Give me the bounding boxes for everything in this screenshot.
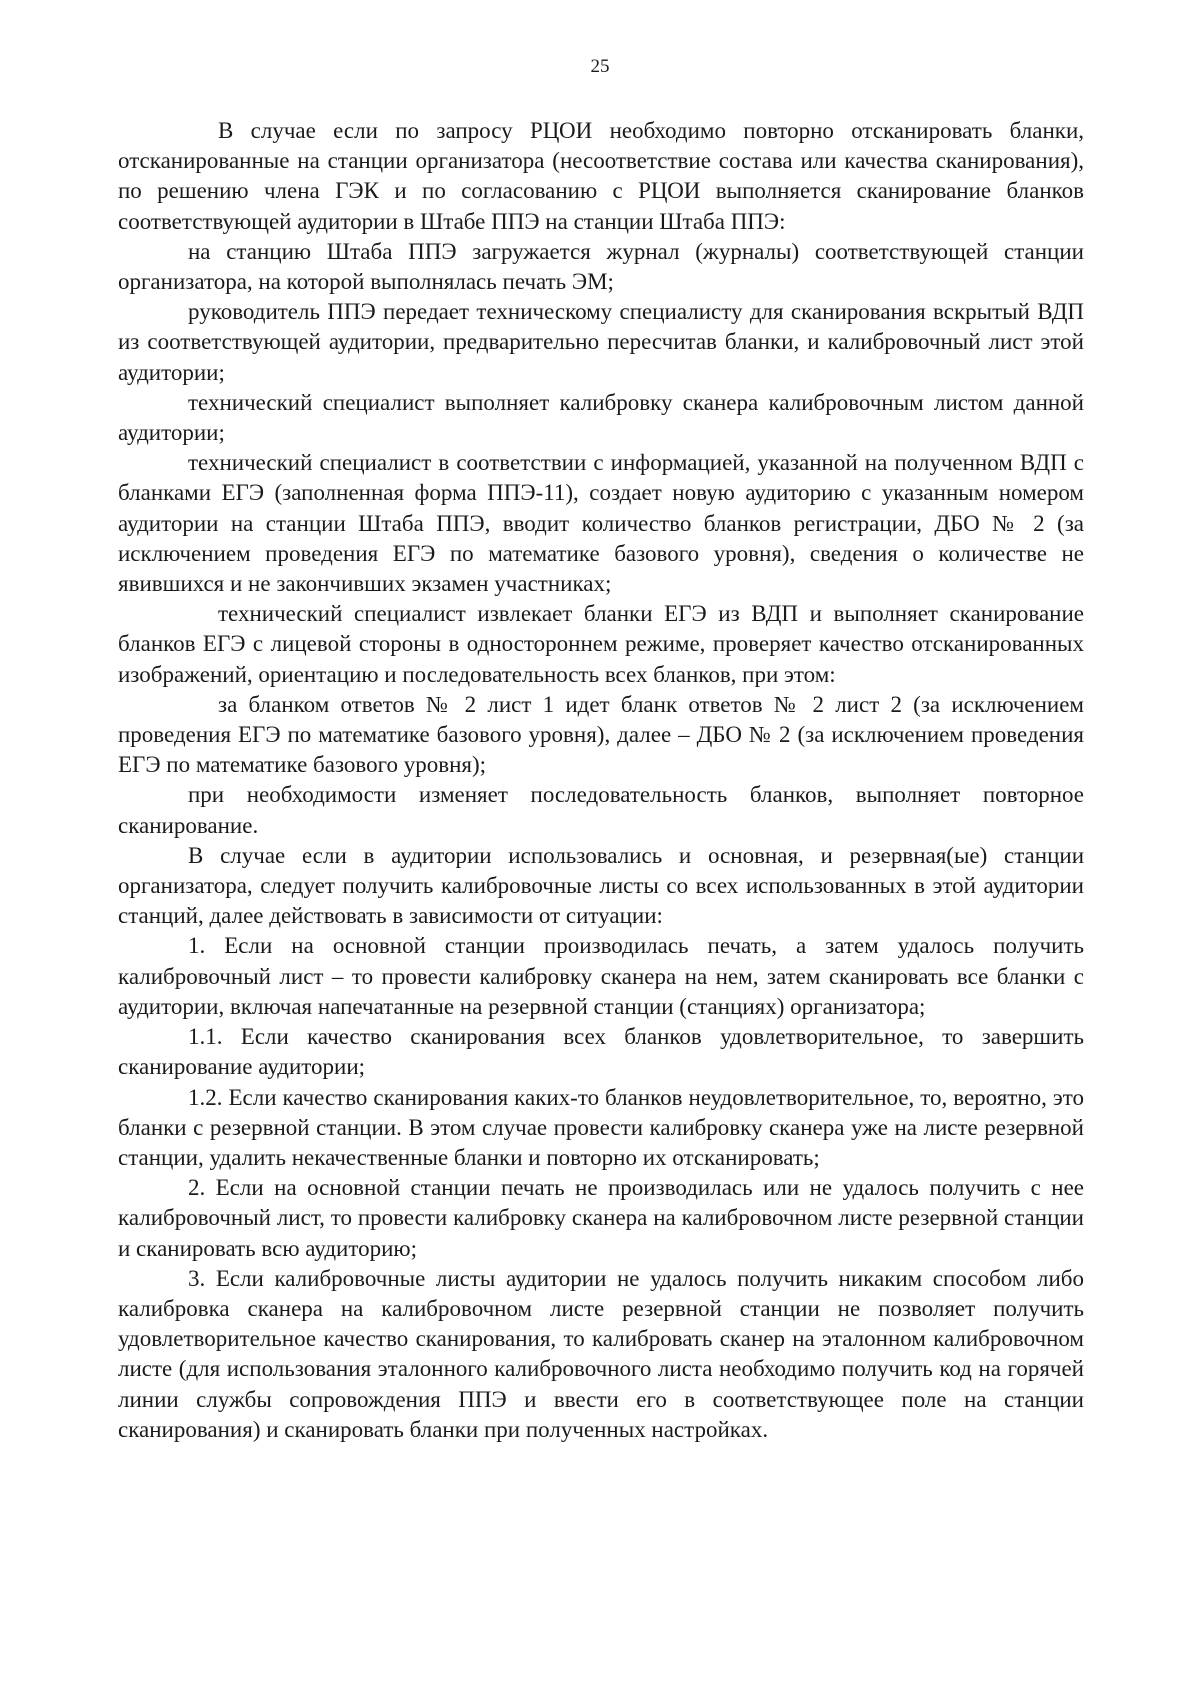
paragraph-multiple-stations: В случае если в аудитории использовались и основная, и резервная(ые) станции организатора, следует получить калибровочные листы со всех использованных в этой аудитории станций, далее действовать в зависимости от ситуации:	[118, 842, 1084, 929]
paragraph-load-journal: на станцию Штаба ППЭ загружается журнал (журналы) соответствующей станции организатора, на которой выполнялась печать ЭМ;	[118, 238, 1084, 295]
list-item-3: 3. Если калибровочные листы аудитории не удалось получить никаким способом либо калибровка сканера на калибровочном листе резервной станции не позволяет получить удовлетворительное качество сканирования, то калибровать сканер на эталонном калибровочном листе (для использования эталонного калибровочного листа необходимо получить код на горячей линии службы сопровождения ППЭ и ввести его в соответствующее поле на станции сканирования) и сканировать бланки при полученных настройках.	[118, 1265, 1084, 1442]
page-number: 25	[590, 56, 610, 77]
list-item-1-1: 1.1. Если качество сканирования всех бланков удовлетворительное, то завершить сканирование аудитории;	[118, 1024, 1084, 1080]
list-item-2: 2. Если на основной станции печать не производилась или не удалось получить с нее калибровочный лист, то провести калибровку сканера на калибровочном листе резервной станции и сканировать всю аудиторию;	[118, 1175, 1084, 1261]
list-item-1-2: 1.2. Если качество сканирования каких-то бланков неудовлетворительное, то, вероятно, это бланки с резервной станции. В этом случае провести калибровку сканера уже на листе резервной станции, удалить некачественные бланки и повторно их отсканировать;	[118, 1084, 1084, 1170]
paragraph-transfer-vdp: руководитель ППЭ передает техническому специалисту для сканирования вскрытый ВДП из соответствующей аудитории, предварительно пересчитав бланки, и калибровочный лист этой аудитории;	[118, 299, 1084, 385]
paragraph-scan-forms: технический специалист извлекает бланки ЕГЭ из ВДП и выполняет сканирование бланков ЕГЭ с лицевой стороны в одностороннем режиме, проверяет качество отсканированных изображений, ориентацию и последовательность всех бланков, при этом:	[118, 601, 1084, 687]
paragraph-create-auditorium: технический специалист в соответствии с информацией, указанной на полученном ВДП с бланками ЕГЭ (заполненная форма ППЭ-11), создает новую аудиторию с указанным номером аудитории на станции Штаба ППЭ, вводит количество бланков регистрации, ДБО № 2 (за исключением проведения ЕГЭ по математике базового уровня), сведения о количестве не явившихся и не закончивших экзамен участниках;	[118, 450, 1084, 597]
paragraph-rescan-order: при необходимости изменяет последовательность бланков, выполняет повторное сканирование.	[118, 782, 1084, 838]
list-item-1: 1. Если на основной станции производилась печать, а затем удалось получить калибровочный лист – то провести калибровку сканера на нем, затем сканировать все бланки с аудитории, включая напечатанные на резервной станции (станциях) организатора;	[118, 933, 1084, 1019]
paragraph-form-order: за бланком ответов № 2 лист 1 идет бланк ответов № 2 лист 2 (за исключением проведения ЕГЭ по математике базового уровня), далее – ДБО № 2 (за исключением проведения ЕГЭ по математике базового уровня);	[118, 691, 1084, 778]
document-body	[118, 116, 1084, 1445]
paragraph-rescan-intro: В случае если по запросу РЦОИ необходимо повторно отсканировать бланки, отсканированные на станции организатора (несоответствие состава или качества сканирования), по решению члена ГЭК и по согласованию с РЦОИ выполняется сканирование бланков соответствующей аудитории в Штабе ППЭ на станции Штаба ППЭ:	[118, 118, 1084, 234]
paragraph-calibration: технический специалист выполняет калибровку сканера калибровочным листом данной аудитории;	[118, 389, 1084, 446]
